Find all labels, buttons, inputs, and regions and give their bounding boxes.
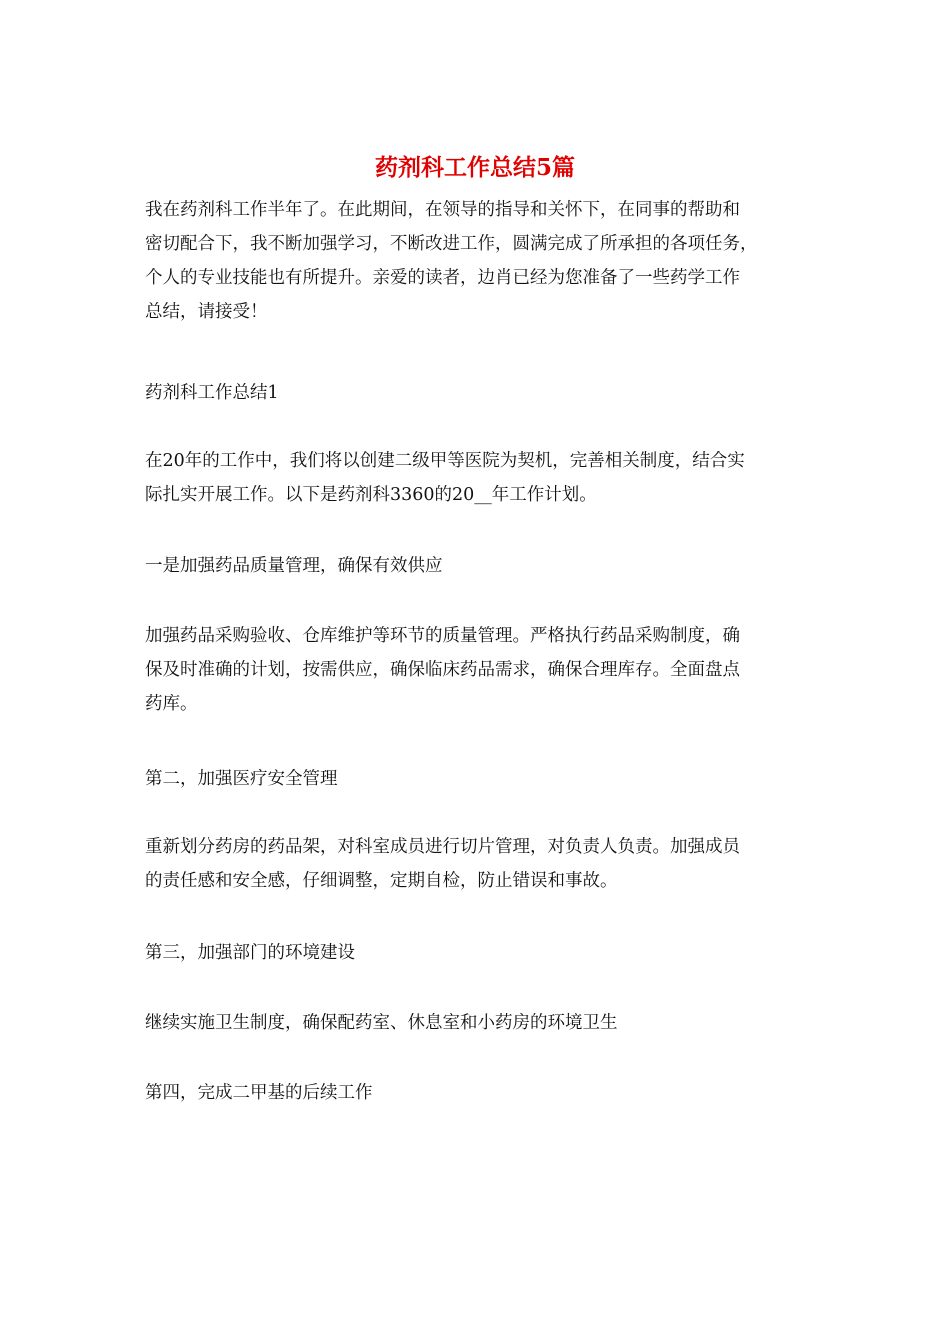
item3-heading: 第三，加强部门的环境建设 bbox=[145, 943, 355, 963]
section1-heading: 药剂科工作总结1 bbox=[145, 383, 279, 403]
intro-paragraph bbox=[145, 193, 813, 329]
item1-line: 加强药品采购验收、仓库维护等环节的质量管理。严格执行药品采购制度，确 bbox=[145, 626, 740, 646]
item2-line: 的责任感和安全感，仔细调整，定期自检，防止错误和事故。 bbox=[145, 871, 618, 891]
section1-paragraph bbox=[145, 444, 813, 512]
section1-line: 际扎实开展工作。以下是药剂科3360的20__年工作计划。 bbox=[145, 485, 597, 505]
item4-heading: 第四，完成二甲基的后续工作 bbox=[145, 1083, 373, 1103]
intro-line: 我在药剂科工作半年了。在此期间，在领导的指导和关怀下，在同事的帮助和 bbox=[145, 200, 740, 220]
item1-line: 药库。 bbox=[145, 694, 198, 714]
item3-paragraph: 继续实施卫生制度，确保配药室、休息室和小药房的环境卫生 bbox=[145, 1013, 618, 1033]
intro-line: 密切配合下，我不断加强学习，不断改进工作，圆满完成了所承担的各项任务， bbox=[145, 234, 758, 254]
item1-paragraph bbox=[145, 619, 813, 721]
intro-line: 个人的专业技能也有所提升。亲爱的读者，边肖已经为您准备了一些药学工作 bbox=[145, 268, 740, 288]
item2-line: 重新划分药房的药品架，对科室成员进行切片管理，对负责人负责。加强成员 bbox=[145, 837, 740, 857]
item2-heading: 第二，加强医疗安全管理 bbox=[145, 769, 338, 789]
item1-heading: 一是加强药品质量管理，确保有效供应 bbox=[145, 556, 443, 576]
item2-paragraph bbox=[145, 830, 813, 898]
item1-line: 保及时准确的计划，按需供应，确保临床药品需求，确保合理库存。全面盘点 bbox=[145, 660, 740, 680]
section1-line: 在20年的工作中，我们将以创建二级甲等医院为契机，完善相关制度，结合实 bbox=[145, 451, 745, 471]
intro-line: 总结，请接受！ bbox=[145, 302, 268, 322]
document-title: 药剂科工作总结5篇 bbox=[374, 154, 575, 181]
